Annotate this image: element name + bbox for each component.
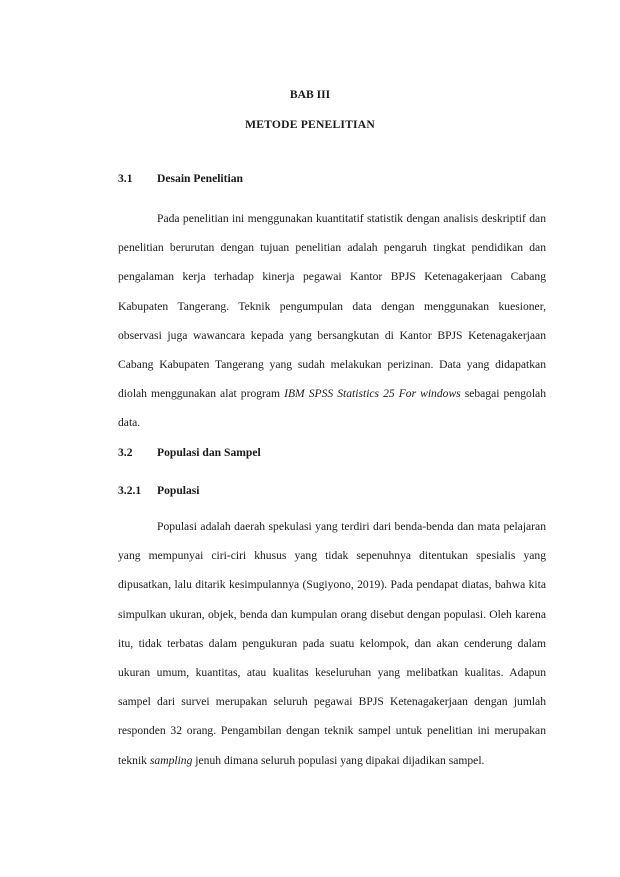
section-title: Desain Penelitian <box>157 172 243 185</box>
section-title: Populasi dan Sampel <box>157 446 261 459</box>
paragraph-text: Populasi adalah daerah spekulasi yang terdiri dari benda-benda dan mata pelajaran yang mempunyai ciri-ciri khusus yang tidak sepenuhnya ditentukan spesialis yang dipusatkan, lalu ditarik kesimpulannya (Sugiyono, 2019). Pada pendapat diatas, bahwa kita simpulkan ukuran, objek, benda dan kumpulan orang disebut dengan populasi. Oleh karena itu, tidak terbatas dalam pengukuran pada suatu kelompok, dan akan cenderung dalam ukuran umum, kuantitas, atau kualitas keseluruhan yang melibatkan kualitas. Adapun sampel dari survei merupakan seluruh pegawai BPJS Ketenagakerjaan dengan jumlah responden 32 orang. Pengambilan dengan teknik sampel untuk penelitian ini merupakan teknik <box>118 520 546 767</box>
section-number: 3.1 <box>118 172 133 185</box>
section-number: 3.2 <box>118 446 133 459</box>
paragraph-text: Pada penelitian ini menggunakan kuantitatif statistik dengan analisis deskriptif dan penelitian berurutan dengan tujuan penelitian adalah pengaruh tingkat pendidikan dan pengalaman kerja terhadap kinerja pegawai Kantor BPJS Ketenagakerjaan Cabang Kabupaten Tangerang. Teknik pengumpulan data dengan menggunakan kuesioner, observasi juga wawancara kepada yang bersangkutan di Kantor BPJS Ketenagakerjaan Cabang Kabupaten Tangerang yang sudah melakukan perizinan. Data yang didapatkan diolah menggunakan alat program <box>118 212 546 401</box>
section-title: Populasi <box>157 484 200 497</box>
paragraph-desain-penelitian <box>118 204 546 438</box>
section-heading-3-2-1 <box>118 484 548 497</box>
paragraph-text-end: jenuh dimana seluruh populasi yang dipakai dijadikan sampel. <box>192 753 485 767</box>
paragraph-italic-text: sampling <box>149 753 193 767</box>
chapter-title: METODE PENELITIAN <box>245 118 375 131</box>
paragraph-italic-text: IBM SPSS Statistics 25 For windows <box>284 387 461 401</box>
section-heading-3-1 <box>118 172 548 185</box>
paragraph-populasi <box>118 512 546 775</box>
chapter-label: BAB III <box>289 88 331 101</box>
section-number: 3.2.1 <box>118 484 142 497</box>
paragraph-text-end: sebagai pengolah data. <box>118 387 546 430</box>
section-heading-3-2 <box>118 446 548 459</box>
